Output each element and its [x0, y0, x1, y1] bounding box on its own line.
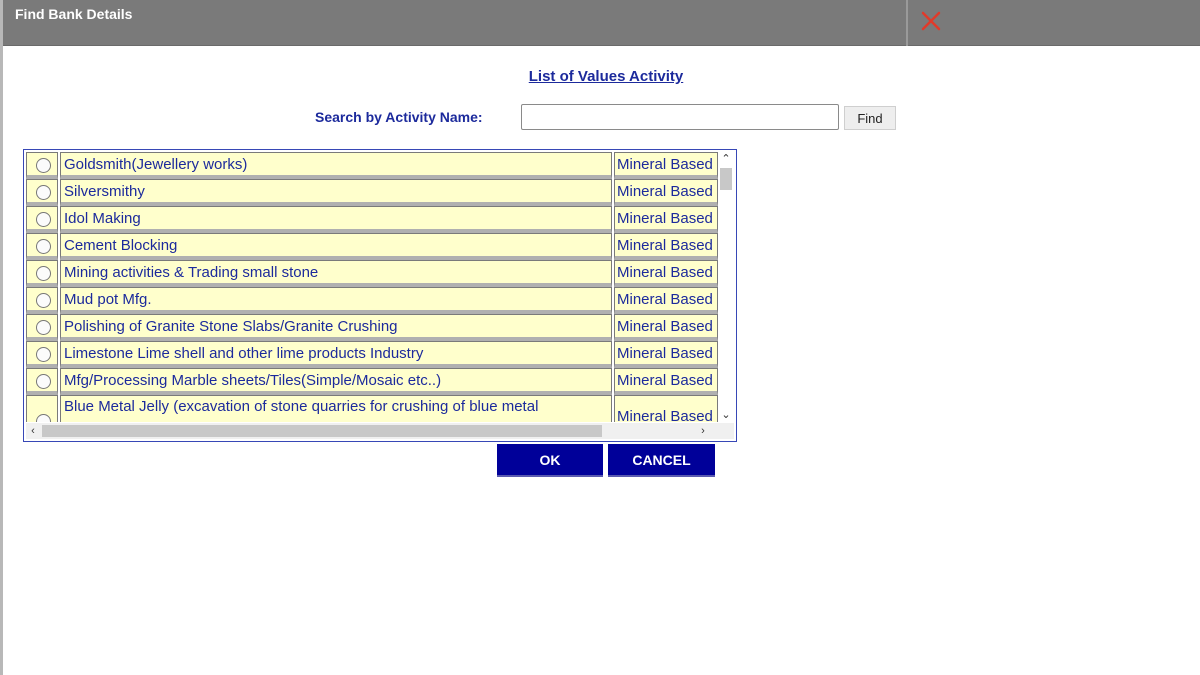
chevron-up-icon[interactable]: ⌃ [721, 153, 731, 165]
activity-category[interactable]: Mineral Based [614, 368, 718, 395]
activity-name[interactable]: Blue Metal Jelly (excavation of stone quarries for crushing of blue metal [60, 395, 612, 422]
lov-title-link[interactable]: List of Values Activity [528, 68, 684, 85]
list-item[interactable] [26, 206, 718, 233]
activity-category[interactable]: Mineral Based [614, 287, 718, 314]
radio-button[interactable] [36, 185, 51, 200]
radio-button[interactable] [36, 414, 51, 422]
radio-cell [26, 314, 58, 341]
radio-button[interactable] [36, 347, 51, 362]
vertical-scrollbar[interactable] [718, 152, 734, 422]
activity-category[interactable]: Mineral Based [614, 233, 718, 260]
radio-cell [26, 341, 58, 368]
list-item[interactable] [26, 179, 718, 206]
radio-cell [26, 368, 58, 395]
activity-category[interactable]: Mineral Based [614, 179, 718, 206]
search-label-text: Search by Activity Name [315, 109, 478, 125]
activity-name[interactable]: Mfg/Processing Marble sheets/Tiles(Simple/Mosaic etc..) [60, 368, 612, 395]
activity-name[interactable]: Cement Blocking [60, 233, 612, 260]
activity-name[interactable]: Goldsmith(Jewellery works) [60, 152, 612, 179]
radio-cell [26, 179, 58, 206]
radio-cell [26, 287, 58, 314]
search-input[interactable] [521, 104, 839, 130]
activity-category[interactable]: Mineral Based [614, 395, 718, 422]
window-title: Find Bank Details [15, 6, 133, 22]
radio-cell [26, 233, 58, 260]
chevron-left-icon[interactable]: ‹ [31, 425, 35, 437]
radio-button[interactable] [36, 239, 51, 254]
list-item[interactable] [26, 395, 718, 422]
list-item[interactable] [26, 341, 718, 368]
radio-cell [26, 152, 58, 179]
activity-name[interactable]: Polishing of Granite Stone Slabs/Granite Crushing [60, 314, 612, 341]
list-item[interactable] [26, 314, 718, 341]
activity-list [23, 149, 737, 442]
cancel-button[interactable]: CANCEL [608, 444, 715, 477]
activity-category[interactable]: Mineral Based [614, 206, 718, 233]
search-label: Search by Activity Name: [315, 109, 483, 125]
title-divider [906, 0, 908, 46]
activity-name[interactable]: Limestone Lime shell and other lime products Industry [60, 341, 612, 368]
activity-category[interactable]: Mineral Based [614, 260, 718, 287]
activity-rows [26, 152, 718, 422]
activity-category[interactable]: Mineral Based [614, 152, 718, 179]
radio-button[interactable] [36, 320, 51, 335]
horizontal-scrollbar[interactable] [26, 423, 734, 439]
activity-category[interactable]: Mineral Based [614, 341, 718, 368]
activity-name[interactable]: Idol Making [60, 206, 612, 233]
activity-name[interactable]: Silversmithy [60, 179, 612, 206]
chevron-right-icon[interactable]: › [701, 425, 705, 437]
chevron-down-icon[interactable]: ⌄ [721, 409, 731, 421]
radio-button[interactable] [36, 293, 51, 308]
activity-name[interactable]: Mining activities & Trading small stone [60, 260, 612, 287]
list-item[interactable] [26, 233, 718, 260]
vertical-scroll-thumb[interactable] [720, 168, 732, 190]
radio-cell [26, 395, 58, 422]
radio-button[interactable] [36, 266, 51, 281]
list-item[interactable] [26, 368, 718, 395]
list-item[interactable] [26, 152, 718, 179]
find-button[interactable]: Find [844, 106, 896, 130]
radio-cell [26, 260, 58, 287]
ok-button[interactable]: OK [497, 444, 603, 477]
radio-button[interactable] [36, 212, 51, 227]
close-icon[interactable] [918, 8, 944, 34]
radio-cell [26, 206, 58, 233]
activity-category[interactable]: Mineral Based [614, 314, 718, 341]
lov-title-container [3, 68, 1200, 86]
radio-button[interactable] [36, 158, 51, 173]
activity-name[interactable]: Mud pot Mfg. [60, 287, 612, 314]
title-bar [3, 0, 1200, 46]
radio-button[interactable] [36, 374, 51, 389]
list-item[interactable] [26, 260, 718, 287]
horizontal-scroll-thumb[interactable] [42, 425, 602, 437]
list-item[interactable] [26, 287, 718, 314]
